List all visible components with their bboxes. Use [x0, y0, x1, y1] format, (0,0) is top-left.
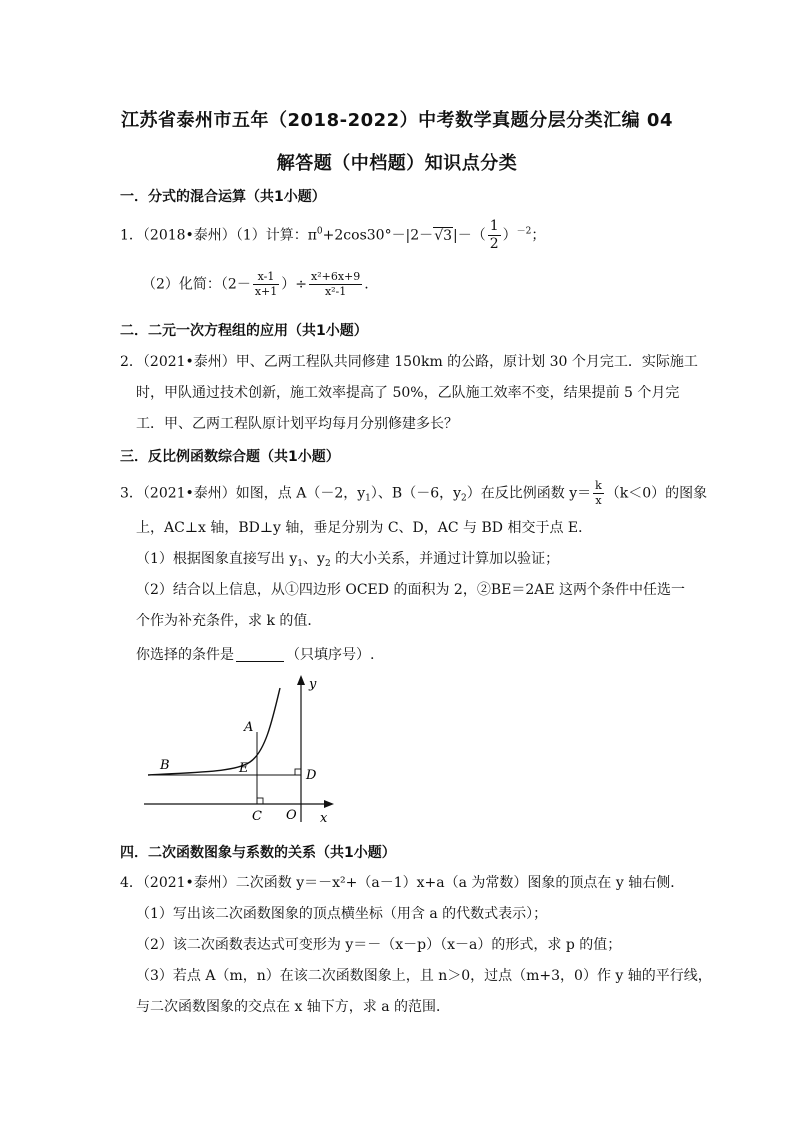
section-heading-3: 三．反比例函数综合题（共1小题）: [120, 449, 340, 465]
label-a: A: [244, 720, 254, 735]
q1-close: ）: [502, 227, 517, 244]
x-axis-arrow-icon: [324, 800, 334, 808]
q1-fraction-half: [488, 218, 501, 253]
y-axis-arrow-icon: [297, 675, 305, 685]
q1-number: 1．: [120, 227, 143, 244]
doc-title-line1: 江苏省泰州市五年（2018-2022）中考数学真题分层分类汇编 04: [121, 110, 673, 131]
circled-one-icon: ①: [284, 582, 299, 598]
q1-part1-after: |－（: [453, 227, 486, 244]
label-c: C: [252, 809, 262, 824]
section-heading-1: 一．分式的混合运算（共1小题）: [120, 189, 326, 205]
q3-part2-a: （2）结合以上信息，从: [136, 582, 285, 598]
label-e: E: [239, 761, 249, 776]
label-x: x: [320, 811, 328, 826]
sub-1: 1: [365, 493, 371, 504]
q1-part1: [120, 218, 545, 253]
q4-part3: （3）若点 A（m，n）在该二次函数图象上，且 n＞0，过点（m+3，0）作 y 轴的平行线，: [136, 968, 712, 984]
q3-part1-c: 的大小关系，并通过计算加以验证；: [330, 551, 560, 567]
label-o: O: [286, 808, 297, 823]
q3-line1-a: 3．（2021•泰州）如图，点 A（－2，y: [120, 485, 366, 502]
q3-choice-b: （只填序号）.: [286, 647, 375, 663]
sub-2: 2: [461, 493, 467, 504]
q2-line1: 2．（2021•泰州）甲、乙两工程队共同修建 150km 的公路，原计划 30 个月完工．实际施工: [120, 354, 698, 370]
q3-part1-a: （1）根据图象直接写出 y: [136, 551, 298, 567]
q3-fraction-k-x: [593, 479, 604, 508]
label-b: B: [160, 758, 170, 773]
q1-exp: －2: [516, 226, 532, 237]
q2-line2: 时，甲队通过技术创新，施工效率提高了 50%，乙队施工效率不变，结果提前 5 个月完: [136, 385, 680, 401]
q1-sqrt-value: 3: [443, 227, 453, 244]
frac-num: 1: [489, 218, 499, 234]
q3-part2-c: BE＝2AE 这两个条件中任选一: [490, 582, 686, 598]
q1-part2-end: .: [364, 276, 369, 293]
q1-part1-prefix: （1）计算：π: [235, 227, 317, 244]
q3-part2-b: 四边形 OCED 的面积为 2，: [298, 582, 477, 598]
section-heading-2: 二．二元一次方程组的应用（共1小题）: [120, 323, 368, 339]
frac-num: k: [595, 479, 602, 492]
q3-part2-line2: 个作为补充条件，求 k 的值．: [136, 613, 322, 629]
q1-part1-mid: +2cos30°－|2－: [322, 227, 434, 244]
doc-title-line2: 解答题（中档题）知识点分类: [276, 153, 518, 174]
frac-den: x²-1: [324, 285, 347, 298]
q1-end: ；: [531, 227, 546, 244]
answer-blank[interactable]: [236, 647, 284, 662]
q3-line1-d: （k＜0）的图象: [605, 485, 708, 502]
frac-den: x: [595, 494, 602, 507]
q3-choice: [136, 645, 374, 665]
frac-num: x²+6x+9: [310, 270, 361, 283]
q1-part2: [142, 270, 369, 299]
q4-part3-line2: 与二次函数图象的交点在 x 轴下方，求 a 的范围．: [136, 999, 451, 1015]
frac-den: x+1: [254, 285, 278, 298]
q2-line3: 工．甲、乙两工程队原计划平均每月分别修建多长？: [136, 416, 458, 432]
q3-part1-b: 、y: [303, 551, 325, 567]
right-angle-c-icon: [257, 798, 263, 804]
section-heading-4: 四．二次函数图象与系数的关系（共1小题）: [120, 845, 396, 861]
q1-part2-prefix: （2）化简：（2－: [142, 276, 251, 293]
frac-den: 2: [489, 236, 499, 252]
q1-exp0: 0: [316, 226, 323, 237]
q4-part2: （2）该二次函数表达式可变形为 y＝－（x－p）（x－a）的形式，求 p 的值；: [136, 937, 622, 953]
q3-line2: 上，AC⊥x 轴，BD⊥y 轴，垂足分别为 C、D，AC 与 BD 相交于点 E．: [136, 520, 593, 536]
figure-graph: [140, 672, 340, 832]
frac-num: x-1: [253, 270, 279, 285]
q3-line1-c: ）在反比例函数 y＝: [466, 485, 592, 502]
sub-1: 1: [297, 559, 304, 569]
sqrt-symbol: √3: [434, 227, 453, 244]
q3-part1: [136, 549, 559, 569]
q3-choice-a: 你选择的条件是: [136, 647, 234, 663]
circled-two-icon: ②: [476, 582, 491, 598]
sub-2: 2: [324, 559, 331, 569]
q4-part1: （1）写出该二次函数图象的顶点横坐标（用含 a 的代数式表示）；: [136, 906, 548, 922]
q3-part2: [136, 580, 685, 600]
label-d: D: [306, 768, 317, 783]
label-y: y: [309, 677, 317, 692]
q1-source: （2018•泰州）: [142, 227, 236, 244]
q3-line1: [120, 479, 707, 508]
q1-fraction-1: [253, 270, 279, 299]
q1-fraction-2: [309, 270, 362, 299]
q4-line1: 4．（2021•泰州）二次函数 y＝－x²+（a－1）x+a（a 为常数）图象的顶点在 y 轴右侧．: [120, 875, 685, 891]
q1-divide: ）÷: [281, 276, 307, 293]
q3-line1-b: ）、B（－6，y: [370, 485, 462, 502]
right-angle-d-icon: [295, 769, 301, 775]
